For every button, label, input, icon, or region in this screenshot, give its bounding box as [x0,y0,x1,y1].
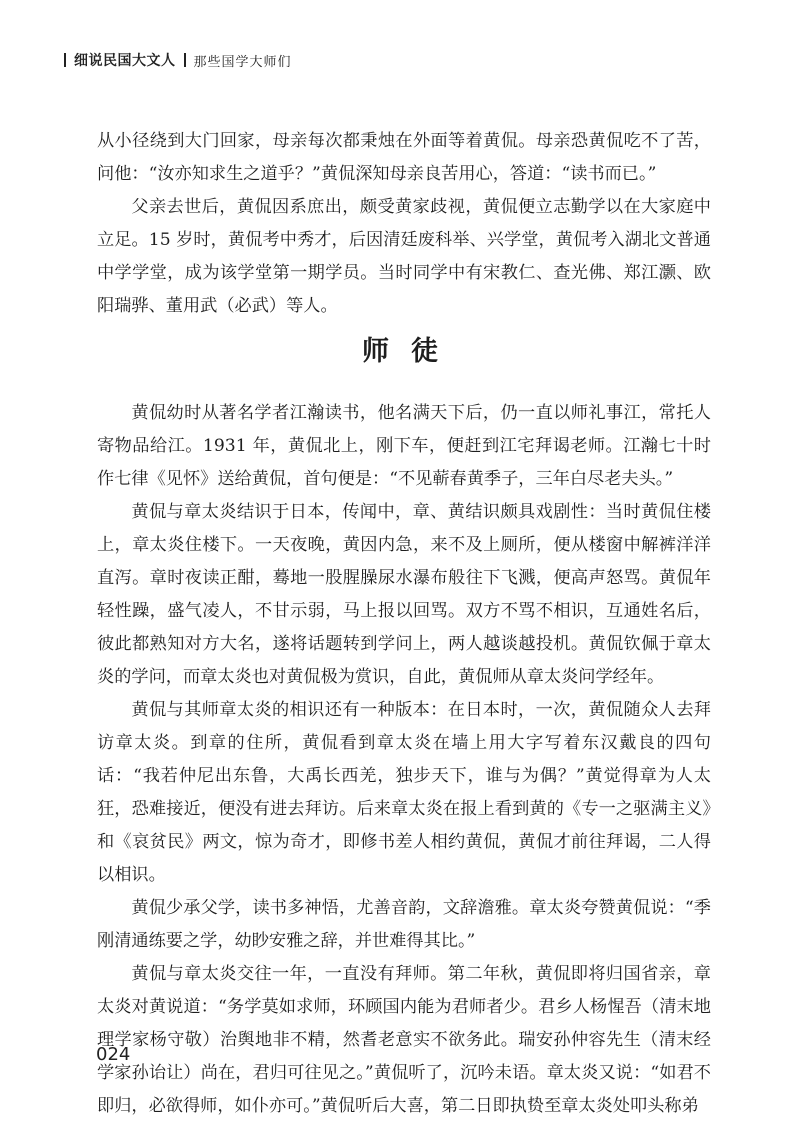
paragraph: 黄侃与其师章太炎的相识还有一种版本：在日本时，一次，黄侃随众人去拜访章太炎。到章的住所，黄侃看到章太炎在墙上用大字写着东汉戴良的四句话：“我若仲尼出东鲁，大禹长西羌，独步天下，谁与为偶？”黄觉得章为人太狂，恐难接近，便没有进去拜访。后来章太炎在报上看到黄的《专一之驱满主义》和《哀贫民》两文，惊为奇才，即修书差人相约黄侃，黄侃才前往拜谒，二人得以相识。 [97,700,711,885]
section-heading: 师徒 [362,336,460,367]
paragraph: 黄侃幼时从著名学者江瀚读书，他名满天下后，仍一直以师礼事江，常托人寄物品给江。1931 年，黄侃北上，刚下车，便赶到江宅拜谒老师。江瀚七十时作七律《见怀》送给黄侃，首句便是：“不见蕲春黄季子，三年白尽老夫头。” [97,403,711,489]
book-title: 细说民国大文人 [74,53,176,69]
paragraph-continued: 从小径绕到大门回家，母亲每次都秉烛在外面等着黄侃。母亲恐黄侃吃不了苦，问他：“汝亦知求生之道乎？”黄侃深知母亲良苦用心，答道：“读书而已。” [97,131,711,184]
main-text-block [97,397,711,1123]
running-header [64,49,292,71]
header-divider-bar [64,53,66,67]
paragraph: 黄侃与章太炎结识于日本，传闻中，章、黄结识颇具戏剧性：当时黄侃住楼上，章太炎住楼下。一天夜晚，黄因内急，来不及上厕所，便从楼窗中解裤洋洋直泻。章时夜读正酣，蓦地一股腥臊尿水瀑布般往下飞溅，便高声怒骂。黄侃年轻性躁，盛气凌人，不甘示弱，马上报以回骂。双方不骂不相识，互通姓名后，彼此都熟知对方大名，遂将话题转到学问上，两人越谈越投机。黄侃钦佩于章太炎的学问，而章太炎也对黄侃极为赏识，自此，黄侃师从章太炎问学经年。 [97,502,711,687]
paragraph: 黄侃少承父学，读书多神悟，尤善音韵，文辞澹雅。章太炎夸赞黄侃说：“季刚清通练要之学，幼眇安雅之辞，并世难得其比。” [97,898,711,951]
intro-text-block [97,125,711,323]
running-section-title: 那些国学大师们 [193,54,292,70]
header-divider-bar [184,53,186,67]
page-number: 024 [96,1044,131,1065]
paragraph: 黄侃与章太炎交往一年，一直没有拜师。第二年秋，黄侃即将归国省亲，章太炎对黄说道：“务学莫如求师，环顾国内能为君师者少。君乡人杨惺吾（清末地理学家杨守敬）治舆地非不精，然耆老意实不欲务此。瑞安孙仲容先生（清末经学家孙诒让）尚在，君归可往见之。”黄侃听了，沉吟未语。章太炎又说：“如君不即归，必欲得师，如仆亦可。”黄侃听后大喜，第二日即执贽至章太炎处叩头称弟 [97,964,711,1116]
paragraph: 父亲去世后，黄侃因系庶出，颇受黄家歧视，黄侃便立志勤学以在大家庭中立足。15 岁时，黄侃考中秀才，后因清廷废科举、兴学堂，黄侃考入湖北文普通中学学堂，成为该学堂第一期学员。当时同学中有宋教仁、查光佛、郑江灏、欧阳瑞骅、董用武（必武）等人。 [97,197,711,316]
